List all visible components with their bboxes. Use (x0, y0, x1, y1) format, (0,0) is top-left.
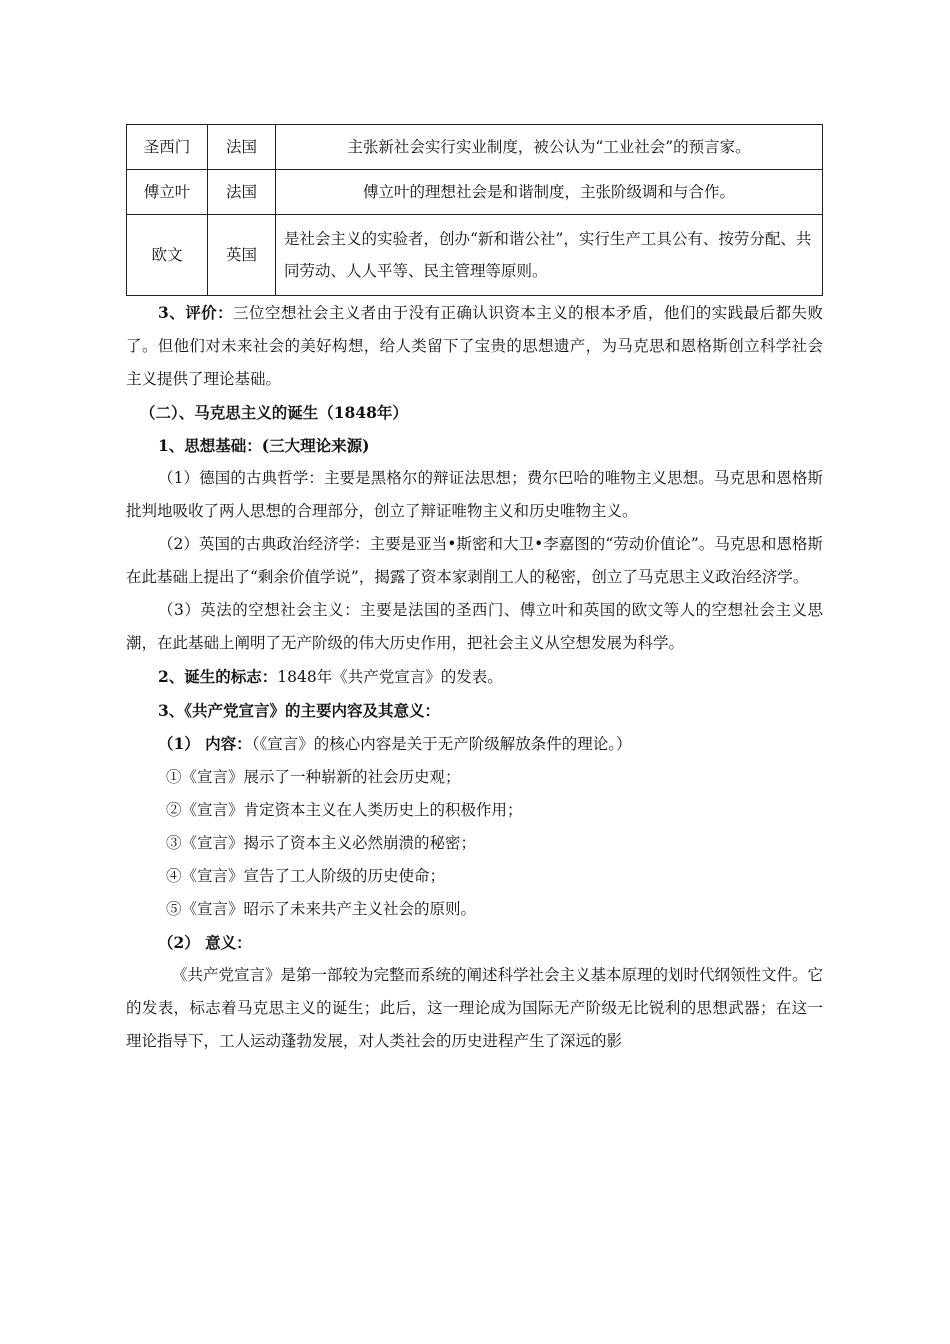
meaning-paragraph: 《共产党宣言》是第一部较为完整而系统的阐述科学社会主义基本原理的划时代纲领性文件。它的发表，标志着马克思主义的诞生；此后，这一理论成为国际无产阶级无比锐利的思想武器；在这一理论指导下，工人运动蓬勃发展，对人类社会的历史进程产生了深远的影 (126, 966, 824, 1050)
birth-mark-paragraph (126, 660, 823, 694)
table-row (127, 125, 823, 170)
content-paragraph (126, 727, 823, 761)
document-page (126, 124, 823, 1058)
content-item: ①《宣言》展示了一种崭新的社会历史观； (166, 768, 461, 786)
person-name: 傅立叶 (127, 170, 208, 215)
content-note: （《宣言》的核心内容是关于无产阶级解放条件的理论。） (251, 735, 632, 753)
content-item: ③《宣言》揭示了资本主义必然崩溃的秘密； (166, 834, 477, 852)
utopian-socialists-table (126, 124, 823, 296)
document-body (126, 296, 823, 1058)
section-heading: （二）、马克思主义的诞生（1848年） (140, 403, 408, 422)
basis-item: （1）德国的古典哲学：主要是黑格尔的辩证法思想；费尔巴哈的唯物主义思想。马克思和恩格斯批判地吸收了两人思想的合理部分，创立了辩证唯物主义和历史唯物主义。 (126, 469, 823, 520)
birth-mark-text: 1848年《共产党宣言》的发表。 (277, 668, 503, 686)
basis-heading: 1、思想基础：(三大理论来源) (158, 436, 370, 455)
content-item: ②《宣言》肯定资本主义在人类历史上的积极作用； (166, 801, 523, 819)
content-label: （1） 内容： (158, 734, 252, 753)
person-country: 英国 (208, 215, 276, 296)
manifesto-heading: 3、《共产党宣言》的主要内容及其意义： (158, 701, 441, 720)
evaluation-label: 3、评价： (158, 303, 234, 322)
basis-item: （3）英法的空想社会主义：主要是法国的圣西门、傅立叶和英国的欧文等人的空想社会主义思潮，在此基础上阐明了无产阶级的伟大历史作用，把社会主义从空想发展为科学。 (126, 601, 823, 652)
person-description: 是社会主义的实验者，创办“新和谐公社”，实行生产工具公有、按劳分配、共同劳动、人人平等、民主管理等原则。 (276, 215, 823, 296)
table-row (127, 170, 823, 215)
person-description: 主张新社会实行实业制度，被公认为“工业社会”的预言家。 (276, 125, 823, 170)
person-country: 法国 (208, 170, 276, 215)
meaning-label: （2） 意义： (158, 933, 252, 952)
evaluation-paragraph (126, 296, 823, 396)
person-description: 傅立叶的理想社会是和谐制度，主张阶级调和与合作。 (276, 170, 823, 215)
table-row (127, 215, 823, 296)
evaluation-text: 三位空想社会主义者由于没有正确认识资本主义的根本矛盾，他们的实践最后都失败了。但他们对未来社会的美好构想，给人类留下了宝贵的思想遗产，为马克思和恩格斯创立科学社会主义提供了理论基础。 (126, 304, 823, 388)
content-item: ⑤《宣言》昭示了未来共产主义社会的原则。 (166, 900, 477, 918)
person-name: 欧文 (127, 215, 208, 296)
basis-item: （2）英国的古典政治经济学：主要是亚当•斯密和大卫•李嘉图的“劳动价值论”。马克思和恩格斯在此基础上提出了“剩余价值学说”，揭露了资本家剥削工人的秘密，创立了马克思主义政治经济学。 (126, 535, 823, 586)
person-name: 圣西门 (127, 125, 208, 170)
content-item: ④《宣言》宣告了工人阶级的历史使命； (166, 867, 446, 885)
person-country: 法国 (208, 125, 276, 170)
birth-mark-label: 2、诞生的标志： (158, 667, 278, 686)
